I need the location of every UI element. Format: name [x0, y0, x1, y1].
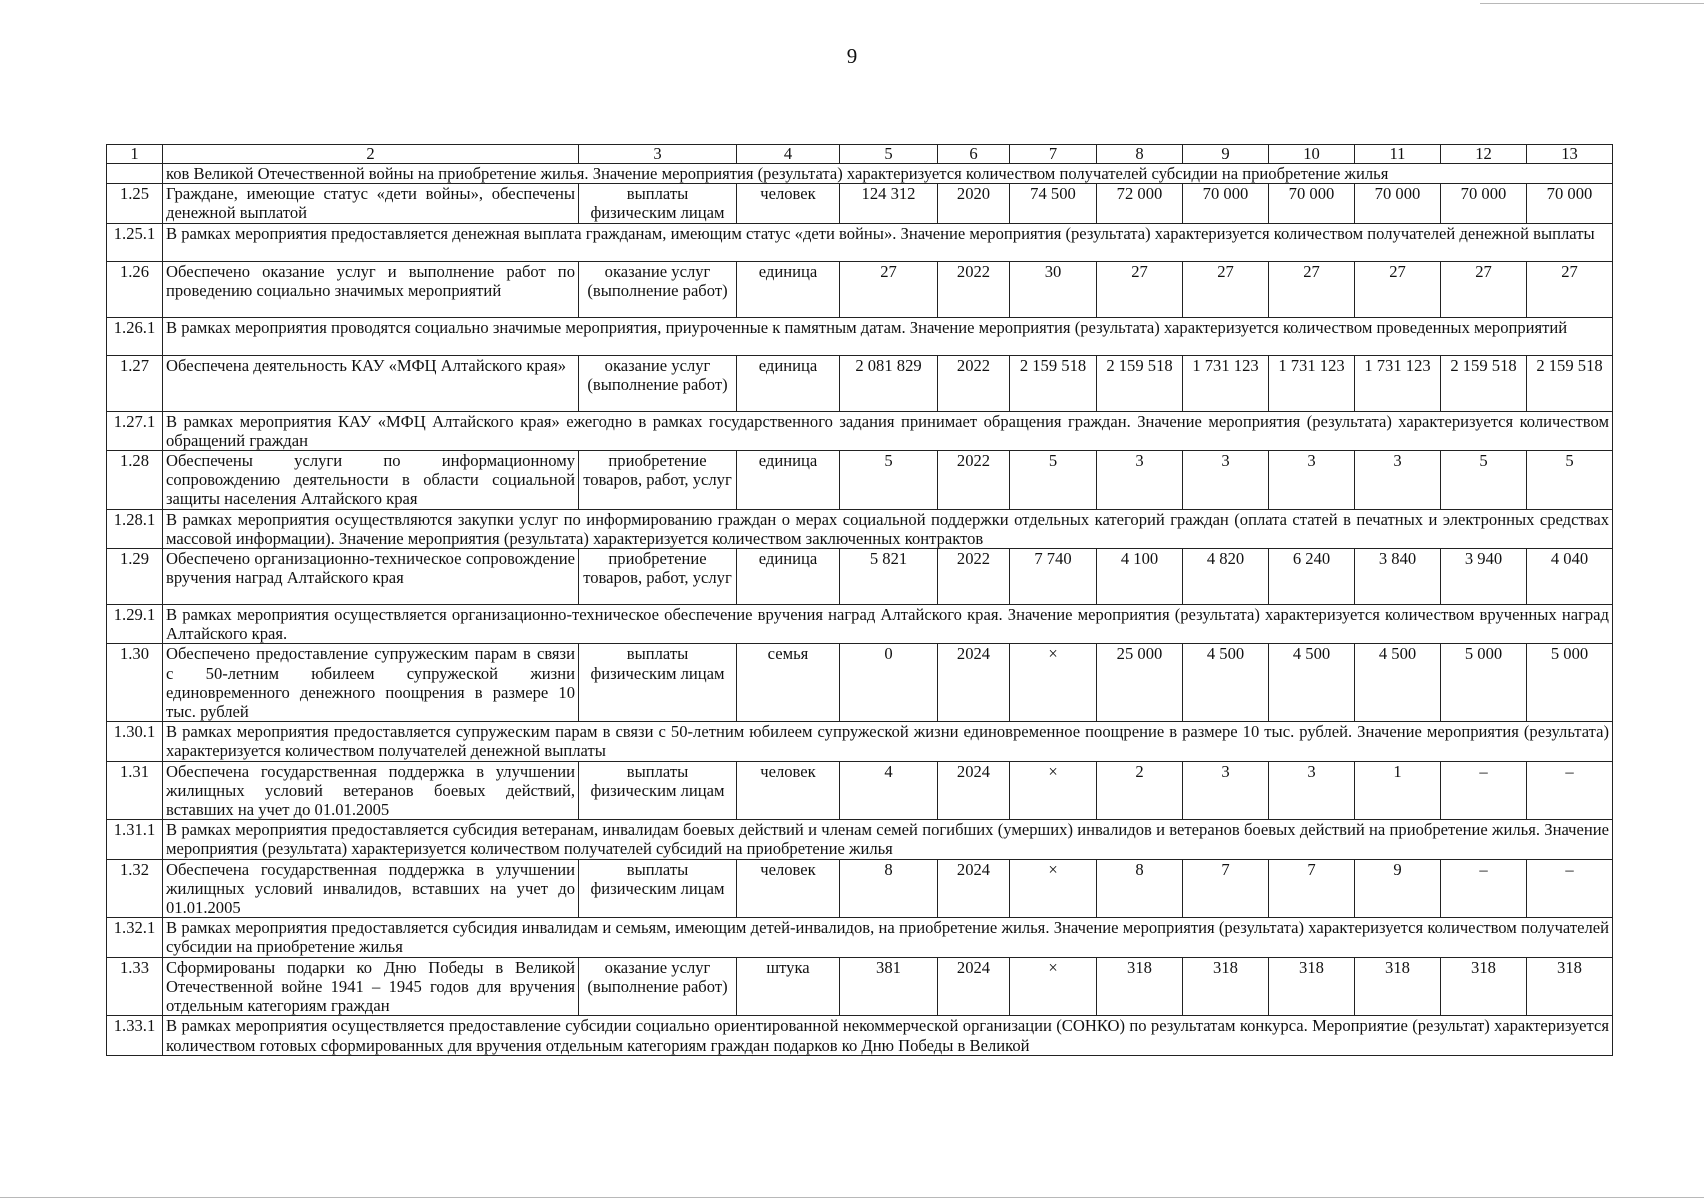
value-col-10: 3 [1269, 761, 1355, 820]
value-col-11: 1 [1355, 761, 1441, 820]
value-col-8: 2 [1097, 761, 1183, 820]
base-year: 2022 [938, 549, 1010, 605]
description-text: В рамках мероприятия осуществляется организационно-техническое обеспечение вручения наград Алтайского края. Значение мероприятия (результата) характеризуется количеством врученных наград Алтайского края. [163, 605, 1613, 644]
value-col-8: 25 000 [1097, 644, 1183, 722]
value-col-10: 1 731 123 [1269, 355, 1355, 411]
description-number: 1.25.1 [107, 223, 163, 261]
value-col-9: 4 820 [1183, 549, 1269, 605]
measure-number: 1.30 [107, 644, 163, 722]
value-col-12: 5 000 [1441, 644, 1527, 722]
base-year: 2022 [938, 355, 1010, 411]
col-header: 6 [938, 145, 1010, 164]
description-number: 1.26.1 [107, 317, 163, 355]
measure-type: оказание услуг (выполнение работ) [579, 957, 737, 1016]
unit: штука [737, 957, 840, 1016]
measure-number: 1.31 [107, 761, 163, 820]
value-col-10: 70 000 [1269, 184, 1355, 223]
measure-number: 1.33 [107, 957, 163, 1016]
measure-number: 1.26 [107, 261, 163, 317]
value-col-11: 9 [1355, 859, 1441, 918]
description-row [107, 605, 1613, 644]
value-col-12: 5 [1441, 451, 1527, 510]
col-header: 10 [1269, 145, 1355, 164]
value-col-8: 8 [1097, 859, 1183, 918]
base-value: 0 [840, 644, 938, 722]
measure-type: приобретение товаров, работ, услуг [579, 549, 737, 605]
value-col-8: 3 [1097, 451, 1183, 510]
base-value: 124 312 [840, 184, 938, 223]
indicators-table [106, 144, 1613, 1056]
value-col-10: 318 [1269, 957, 1355, 1016]
value-col-11: 4 500 [1355, 644, 1441, 722]
scan-edge-top [1480, 3, 1704, 4]
unit: единица [737, 355, 840, 411]
value-col-13: 318 [1527, 957, 1613, 1016]
value-col-13: 5 000 [1527, 644, 1613, 722]
base-value: 8 [840, 859, 938, 918]
measure-name: Обеспечены услуги по информационному сопровождению деятельности в области социальной защиты населения Алтайского края [163, 451, 579, 510]
value-col-8: 4 100 [1097, 549, 1183, 605]
measure-number: 1.27 [107, 355, 163, 411]
description-text: В рамках мероприятия предоставляется денежная выплата гражданам, имеющим статус «дети войны». Значение мероприятия (результата) характеризуется количеством получателей денежной выплаты [163, 223, 1613, 261]
continuation-row [107, 164, 1613, 184]
value-col-7: 30 [1010, 261, 1097, 317]
col-header: 2 [163, 145, 579, 164]
unit: человек [737, 859, 840, 918]
unit: человек [737, 761, 840, 820]
value-col-11: 1 731 123 [1355, 355, 1441, 411]
base-year: 2022 [938, 451, 1010, 510]
value-col-13: – [1527, 859, 1613, 918]
table-row [107, 184, 1613, 223]
table-row [107, 549, 1613, 605]
col-header: 11 [1355, 145, 1441, 164]
description-number: 1.30.1 [107, 722, 163, 761]
table-row [107, 355, 1613, 411]
description-row [107, 1016, 1613, 1055]
unit: единица [737, 261, 840, 317]
description-row [107, 317, 1613, 355]
value-col-10: 6 240 [1269, 549, 1355, 605]
base-year: 2024 [938, 644, 1010, 722]
value-col-9: 27 [1183, 261, 1269, 317]
value-col-13: 5 [1527, 451, 1613, 510]
measure-number: 1.32 [107, 859, 163, 918]
measure-type: выплаты физическим лицам [579, 761, 737, 820]
measure-name: Обеспечена государственная поддержка в улучшении жилищных условий ветеранов боевых действий, вставших на учет до 01.01.2005 [163, 761, 579, 820]
value-col-13: 70 000 [1527, 184, 1613, 223]
description-number: 1.29.1 [107, 605, 163, 644]
measure-number: 1.28 [107, 451, 163, 510]
value-col-11: 3 840 [1355, 549, 1441, 605]
value-col-7: 5 [1010, 451, 1097, 510]
header-row [107, 145, 1613, 164]
value-col-9: 7 [1183, 859, 1269, 918]
measure-type: выплаты физическим лицам [579, 184, 737, 223]
description-number: 1.28.1 [107, 509, 163, 548]
value-col-12: 70 000 [1441, 184, 1527, 223]
value-col-10: 4 500 [1269, 644, 1355, 722]
value-col-12: – [1441, 761, 1527, 820]
measure-type: оказание услуг (выполнение работ) [579, 261, 737, 317]
value-col-9: 3 [1183, 451, 1269, 510]
description-text: В рамках мероприятия предоставляется субсидия ветеранам, инвалидам боевых действий и членам семей погибших (умерших) инвалидов и ветеранов боевых действий на приобретение жилья. Значение мероприятия (результата) характеризуется количеством получателей субсидий на приобретение жилья [163, 820, 1613, 859]
value-col-12: 3 940 [1441, 549, 1527, 605]
value-col-8: 2 159 518 [1097, 355, 1183, 411]
value-col-12: 318 [1441, 957, 1527, 1016]
col-header: 4 [737, 145, 840, 164]
measure-name: Обеспечена деятельность КАУ «МФЦ Алтайского края» [163, 355, 579, 411]
value-col-11: 3 [1355, 451, 1441, 510]
measure-number: 1.25 [107, 184, 163, 223]
col-header: 1 [107, 145, 163, 164]
value-col-10: 27 [1269, 261, 1355, 317]
description-number: 1.33.1 [107, 1016, 163, 1055]
description-text: В рамках мероприятия КАУ «МФЦ Алтайского края» ежегодно в рамках государственного задания принимает обращения граждан. Значение мероприятия (результата) характеризуется количеством обращений граждан [163, 411, 1613, 450]
measure-type: выплаты физическим лицам [579, 859, 737, 918]
col-header: 5 [840, 145, 938, 164]
col-header: 13 [1527, 145, 1613, 164]
measure-type: приобретение товаров, работ, услуг [579, 451, 737, 510]
measure-name: Обеспечена государственная поддержка в улучшении жилищных условий инвалидов, вставших на учет до 01.01.2005 [163, 859, 579, 918]
value-col-7: 74 500 [1010, 184, 1097, 223]
value-col-8: 318 [1097, 957, 1183, 1016]
base-year: 2022 [938, 261, 1010, 317]
col-header: 8 [1097, 145, 1183, 164]
description-row [107, 820, 1613, 859]
value-col-12: 27 [1441, 261, 1527, 317]
value-col-7: × [1010, 859, 1097, 918]
value-col-12: – [1441, 859, 1527, 918]
value-col-13: 4 040 [1527, 549, 1613, 605]
value-col-9: 4 500 [1183, 644, 1269, 722]
measure-name: Обеспечено организационно-техническое сопровождение вручения наград Алтайского края [163, 549, 579, 605]
table-row [107, 859, 1613, 918]
base-year: 2024 [938, 859, 1010, 918]
base-value: 2 081 829 [840, 355, 938, 411]
value-col-13: 27 [1527, 261, 1613, 317]
value-col-9: 318 [1183, 957, 1269, 1016]
table-row [107, 957, 1613, 1016]
unit: человек [737, 184, 840, 223]
measure-number: 1.29 [107, 549, 163, 605]
measure-name: Обеспечено предоставление супружеским парам в связи с 50-летним юбилеем супружеской жизни единовременного денежного поощрения в размере 10 тыс. рублей [163, 644, 579, 722]
description-number: 1.32.1 [107, 918, 163, 957]
value-col-12: 2 159 518 [1441, 355, 1527, 411]
base-year: 2020 [938, 184, 1010, 223]
col-header: 12 [1441, 145, 1527, 164]
table-row [107, 451, 1613, 510]
description-text: В рамках мероприятия осуществляется предоставление субсидии социально ориентированной некоммерческой организации (СОНКО) по результатам конкурса. Мероприятие (результат) характеризуется количеством готовых сформированных для вручения отдельным категориям граждан подарков ко Дню Победы в Великой [163, 1016, 1613, 1055]
col-header: 3 [579, 145, 737, 164]
col-header: 7 [1010, 145, 1097, 164]
unit: единица [737, 451, 840, 510]
value-col-10: 7 [1269, 859, 1355, 918]
description-row [107, 223, 1613, 261]
value-col-13: – [1527, 761, 1613, 820]
value-col-7: × [1010, 761, 1097, 820]
description-text: В рамках мероприятия предоставляется супружеским парам в связи с 50-летним юбилеем супружеской жизни единовременное поощрение в размере 10 тыс. рублей. Значение мероприятия (результата) характеризуется количеством получателей денежной выплаты [163, 722, 1613, 761]
description-number: 1.31.1 [107, 820, 163, 859]
table-row [107, 761, 1613, 820]
value-col-8: 72 000 [1097, 184, 1183, 223]
description-text: В рамках мероприятия проводятся социально значимые мероприятия, приуроченные к памятным датам. Значение мероприятия (результата) характеризуется количеством проведенных мероприятий [163, 317, 1613, 355]
value-col-13: 2 159 518 [1527, 355, 1613, 411]
measure-type: оказание услуг (выполнение работ) [579, 355, 737, 411]
measure-name: Граждане, имеющие статус «дети войны», обеспечены денежной выплатой [163, 184, 579, 223]
value-col-11: 70 000 [1355, 184, 1441, 223]
value-col-7: 2 159 518 [1010, 355, 1097, 411]
table-row [107, 261, 1613, 317]
value-col-7: × [1010, 957, 1097, 1016]
measure-type: выплаты физическим лицам [579, 644, 737, 722]
value-col-10: 3 [1269, 451, 1355, 510]
scan-edge-bottom [0, 1197, 1704, 1198]
base-value: 381 [840, 957, 938, 1016]
description-row [107, 722, 1613, 761]
page-number: 9 [846, 44, 858, 68]
value-col-8: 27 [1097, 261, 1183, 317]
value-col-11: 27 [1355, 261, 1441, 317]
value-col-9: 3 [1183, 761, 1269, 820]
base-value: 5 821 [840, 549, 938, 605]
unit: единица [737, 549, 840, 605]
base-year: 2024 [938, 957, 1010, 1016]
value-col-9: 70 000 [1183, 184, 1269, 223]
col-header: 9 [1183, 145, 1269, 164]
measure-name: Сформированы подарки ко Дню Победы в Великой Отечественной войне 1941 – 1945 годов для вручения отдельным категориям граждан [163, 957, 579, 1016]
value-col-7: 7 740 [1010, 549, 1097, 605]
base-year: 2024 [938, 761, 1010, 820]
table-row [107, 644, 1613, 722]
description-row [107, 411, 1613, 450]
description-number: 1.27.1 [107, 411, 163, 450]
description-row [107, 509, 1613, 548]
continuation-text: ков Великой Отечественной войны на приобретение жилья. Значение мероприятия (результата) характеризуется количеством получателей субсидии на приобретение жилья [163, 164, 1613, 184]
description-text: В рамках мероприятия предоставляется субсидия инвалидам и семьям, имеющим детей-инвалидов, на приобретение жилья. Значение мероприятия (результата) характеризуется количеством получателей субсидии на приобретение жилья [163, 918, 1613, 957]
base-value: 5 [840, 451, 938, 510]
description-row [107, 918, 1613, 957]
description-text: В рамках мероприятия осуществляются закупки услуг по информированию граждан о мерах социальной поддержки отдельных категорий граждан (оплата статей в печатных и электронных средствах массовой информации). Значение мероприятия (результата) характеризуется количеством заключенных контрактов [163, 509, 1613, 548]
base-value: 4 [840, 761, 938, 820]
value-col-9: 1 731 123 [1183, 355, 1269, 411]
value-col-11: 318 [1355, 957, 1441, 1016]
value-col-7: × [1010, 644, 1097, 722]
base-value: 27 [840, 261, 938, 317]
unit: семья [737, 644, 840, 722]
measure-name: Обеспечено оказание услуг и выполнение работ по проведению социально значимых мероприятий [163, 261, 579, 317]
